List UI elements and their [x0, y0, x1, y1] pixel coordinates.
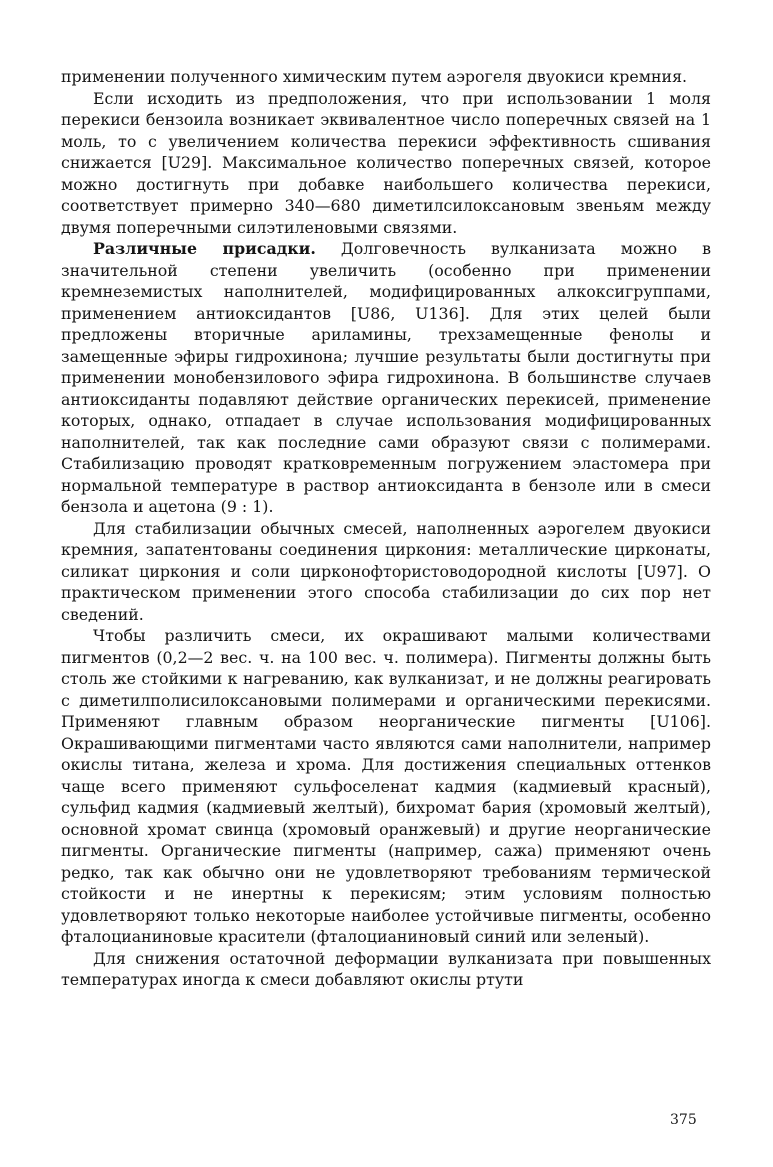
- paragraph-5: [61, 625, 711, 948]
- paragraph-1-text: применении полученного химическим путем аэрогеля двуокиси кремния.: [61, 67, 688, 86]
- paragraph-3: [61, 238, 711, 518]
- paragraph-1: [61, 66, 711, 88]
- paragraph-4-text: Для стабилизации обычных смесей, наполненных аэрогелем двуокиси кремния, запатентованы соединения циркония: металлические цирконаты, силикат циркония и соли цирконофтористоводородной кислоты [U97]. О практическом применении этого способа стабилизации до сих пор нет сведений.: [61, 518, 711, 624]
- paragraph-6: [61, 948, 711, 991]
- section-heading-additives: Различные присадки.: [93, 239, 316, 258]
- page-number: 375: [670, 1112, 697, 1128]
- paragraph-5-text: Чтобы различить смеси, их окрашивают малыми количествами пигментов (0,2—2 вес. ч. на 100 вес. ч. полимера). Пигменты должны быть столь же стойкими к нагреванию, как вулканизат, и не должны реагировать с диметилполисилоксановыми полимерами и органическими перекисями. Применяют главным образом неорганические пигменты [U106]. Окрашивающими пигментами часто являются сами наполнители, например окислы титана, железа и хрома. Для достижения специальных оттенков чаще всего применяют сульфоселенат кадмия (кадмиевый красный), сульфид кадмия (кадмиевый желтый), бихромат бария (хромовый желтый), основной хромат свинца (хромовый оранжевый) и другие неорганические пигменты. Органические пигменты (например, сажа) применяют очень редко, так как обычно они не удовлетворяют требованиям термической стойкости и не инертны к перекисям; этим условиям полностью удовлетворяют только некоторые наиболее устойчивые пигменты, особенно фталоцианиновые красители (фталоцианиновый синий или зеленый).: [61, 626, 711, 946]
- page-body: [61, 66, 711, 991]
- paragraph-3-text: Долговечность вулканизата можно в значительной степени увеличить (особенно при применении кремнеземистых наполнителей, модифицированных алкоксигруппами, применением антиоксидантов [U86, U136]. Для этих целей были предложены вторичные ариламины, трехзамещенные фенолы и замещенные эфиры гидрохинона; лучшие результаты были достигнуты при применении монобензилового эфира гидрохинона. В большинстве случаев антиоксиданты подавляют действие органических перекисей, применение которых, однако, отпадает в случае использования модифицированных наполнителей, так как последние сами образуют связи с полимерами. Стабилизацию проводят кратковременным погружением эластомера при нормальной температуре в раствор антиоксиданта в бензоле или в смеси бензола и ацетона (9 : 1).: [61, 239, 711, 516]
- paragraph-2-text: Если исходить из предположения, что при использовании 1 моля перекиси бензоила возникает эквивалентное число поперечных связей на 1 моль, то с увеличением количества перекиси эффективность сшивания снижается [U29]. Максимальное количество поперечных связей, которое можно достигнуть при добавке наибольшего количества перекиси, соответствует примерно 340—680 диметилсилоксановым звеньям между двумя поперечными силэтиленовыми связями.: [61, 88, 711, 237]
- paragraph-6-text: Для снижения остаточной деформации вулканизата при повышенных температурах иногда к смеси добавляют окислы ртути: [61, 948, 711, 989]
- paragraph-4: [61, 518, 711, 626]
- paragraph-2: [61, 88, 711, 239]
